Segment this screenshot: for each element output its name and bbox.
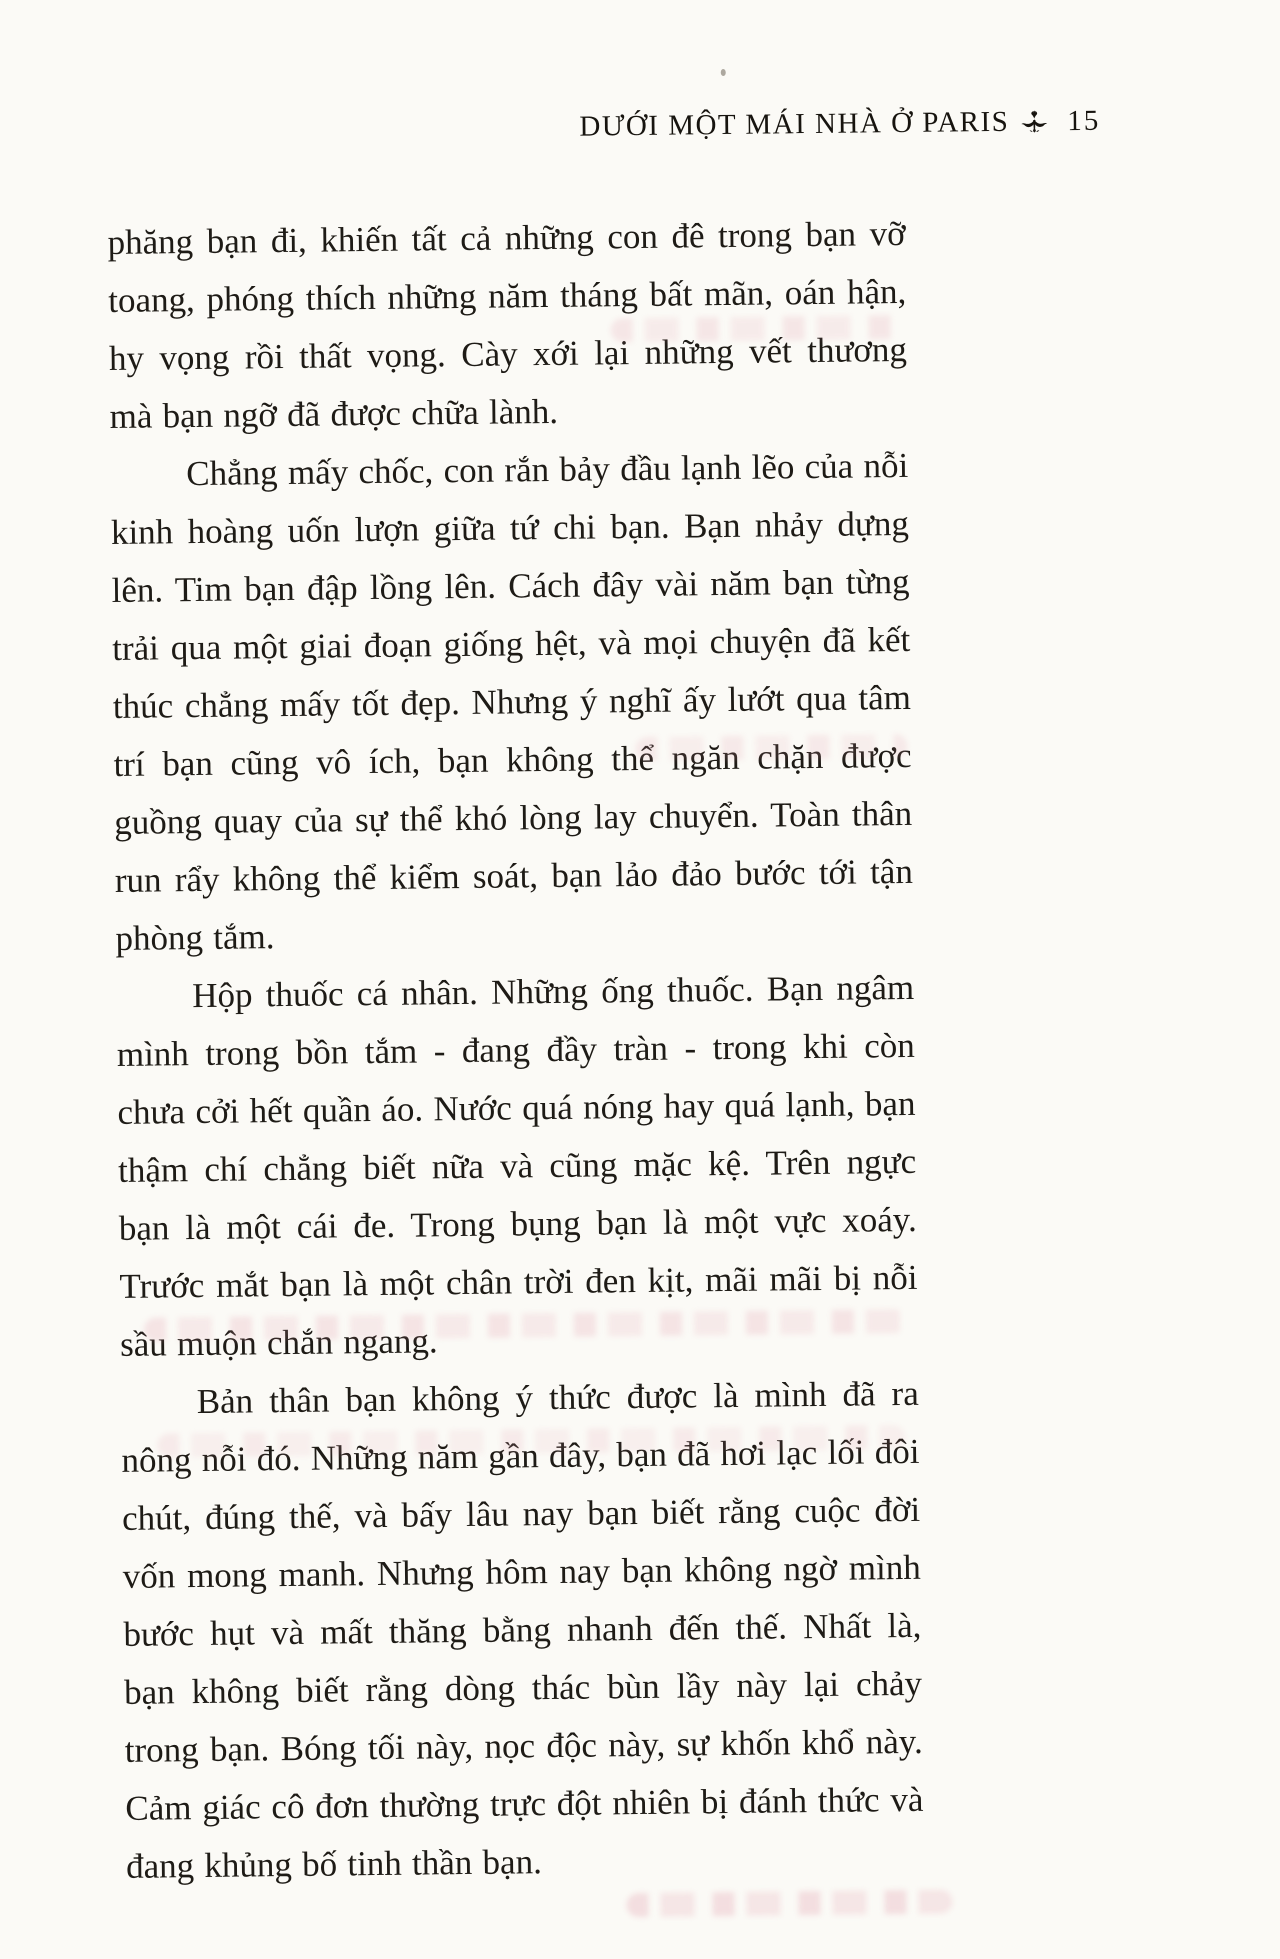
ink-bleed-artifact — [611, 315, 903, 342]
body-paragraph: Chẳng mấy chốc, con rắn bảy đầu lạnh lẽo của nỗi kinh hoàng uốn lượn giữa tứ chi bạn. Bạn nhảy dựng lên. Tim bạn đập lồng lên. Cách đây vài năm bạn từng trải qua một giai đoạn giống hệt, và mọi chuyện đã kết thúc chẳng mấy tốt đẹp. Nhưng ý nghĩ ấy lướt qua tâm trí bạn cũng vô ích, bạn không thể ngăn chặn được guồng quay của sự thể khó lòng lay chuyển. Toàn thân run rẩy không thể kiểm soát, bạn lảo đảo bước tới tận phòng tắm. — [110, 445, 914, 958]
body-paragraph: Bản thân bạn không ý thức được là mình đã ra nông nỗi đó. Những năm gần đây, bạn đã hơi lạc lối đôi chút, đúng thế, và bấy lâu nay bạn biết rằng cuộc đời vốn mong manh. Nhưng hôm nay bạn không ngờ mình bước hụt và mất thăng bằng nhanh đến thế. Nhất là, bạn không biết rằng dòng thác bùn lầy này lại chảy trong bạn. Bóng tối này, nọc độc này, sự khốn khổ này. Cảm giác cô đơn thường trực đột nhiên bị đánh thức và đang khủng bố tinh thần bạn. — [121, 1373, 924, 1886]
fleuron-icon — [1019, 109, 1049, 143]
running-header — [0, 105, 1101, 156]
ink-bleed-artifact — [626, 1890, 952, 1918]
page-number: 15 — [1067, 104, 1101, 138]
page-body — [107, 205, 924, 1896]
scan-speck — [721, 69, 726, 76]
running-title: DƯỚI MỘT MÁI NHÀ Ở PARIS — [579, 105, 1010, 143]
body-paragraph: Hộp thuốc cá nhân. Những ống thuốc. Bạn ngâm mình trong bồn tắm - đang đầy tràn - trong khi còn chưa cởi hết quần áo. Nước quá nóng hay quá lạnh, bạn thậm chí chẳng biết nữa và cũng mặc kệ. Trên ngực bạn là một cái đe. Trong bụng bạn là một vực xoáy. Trước mắt bạn là một chân trời đen kịt, mãi mãi bị nỗi sầu muộn chắn ngang. — [116, 967, 918, 1364]
body-paragraph: phăng bạn đi, khiến tất cả những con đê trong bạn vỡ toang, phóng thích những năm tháng bất mãn, oán hận, hy vọng rồi thất vọng. Cày xới lại những vết thương mà bạn ngỡ đã được chữa lành. — [107, 213, 908, 436]
ink-bleed-artifact — [635, 734, 907, 761]
